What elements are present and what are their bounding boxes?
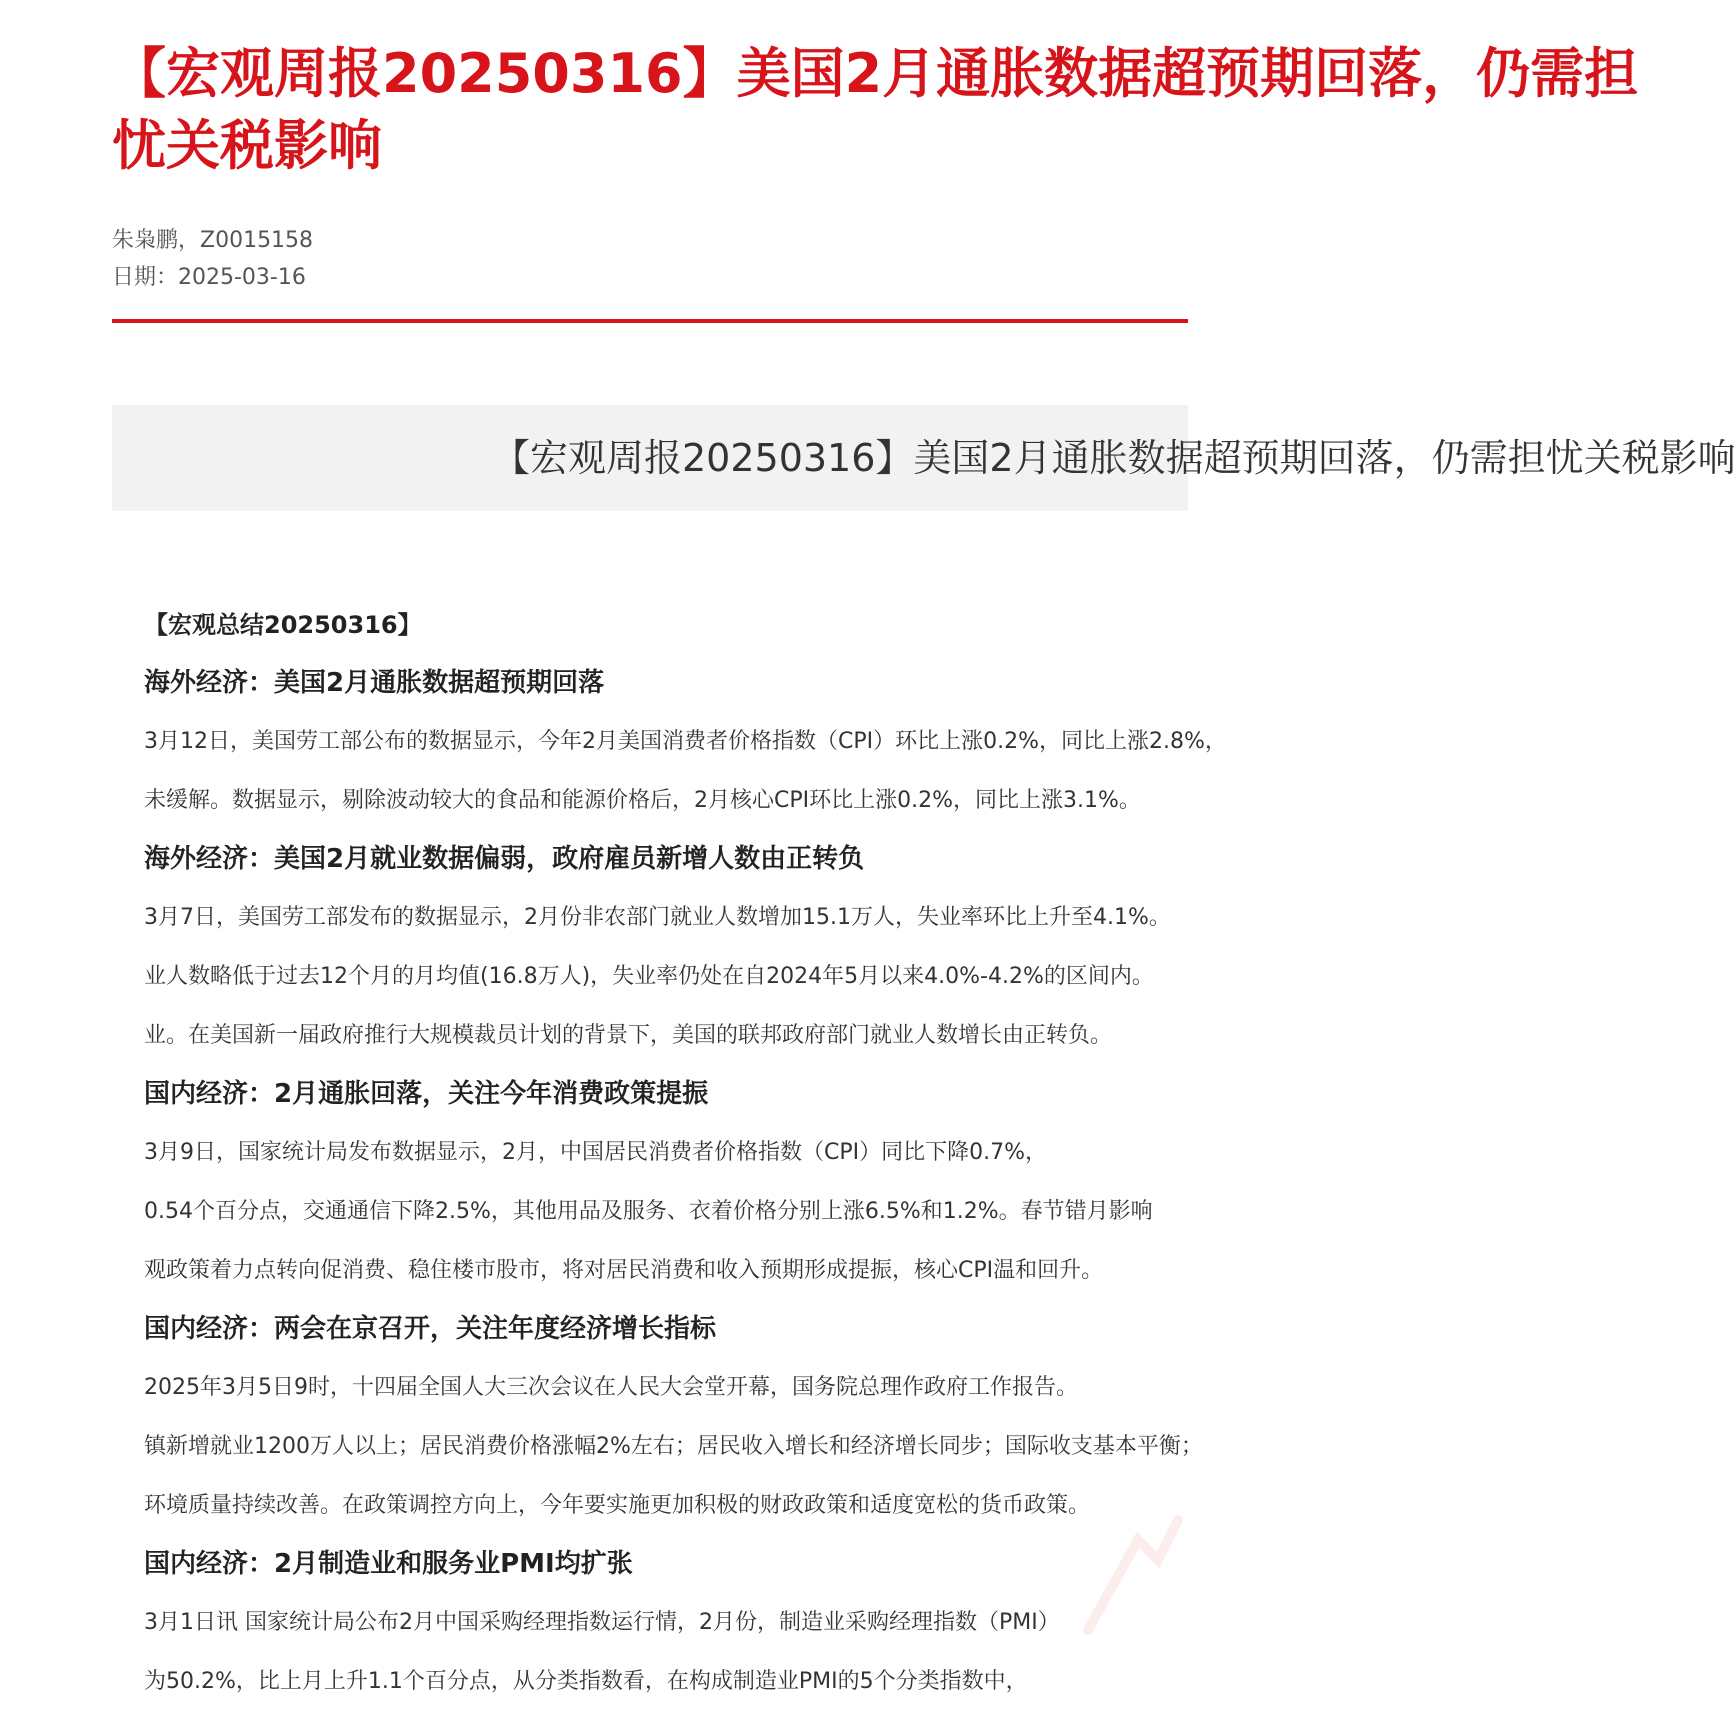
paragraph-line: 0.54个百分点，交通通信下降2.5%，其他用品及服务、衣着价格分别上涨6.5%和1.2%。春节错月影响 (144, 1199, 1153, 1224)
paragraph-line: 3月12日，美国劳工部公布的数据显示，今年2月美国消费者价格指数（CPI）环比上涨0.2%，同比上涨2.8%， (144, 729, 1227, 754)
watermark-icon (1068, 1500, 1188, 1640)
section-heading: 国内经济：两会在京召开，关注年度经济增长指标 (144, 1314, 717, 1344)
paragraph-line: 为50.2%，比上月上升1.1个百分点，从分类指数看，在构成制造业PMI的5个分类指数中， (144, 1669, 1028, 1694)
paragraph-line: 3月9日，国家统计局发布数据显示，2月，中国居民消费者价格指数（CPI）同比下降0.7%， (144, 1140, 1048, 1165)
section-heading: 海外经济：美国2月通胀数据超预期回落 (144, 668, 605, 698)
paragraph-line: 3月7日，美国劳工部发布的数据显示，2月份非农部门就业人数增加15.1万人，失业率环比上升至4.1%。 (144, 905, 1171, 930)
section-two-sessions (144, 1300, 1203, 1535)
section-heading: 海外经济：美国2月就业数据偏弱，政府雇员新增人数由正转负 (144, 844, 865, 874)
article-meta (112, 222, 313, 296)
author-line: 朱枭鹏，Z0015158 (112, 228, 314, 253)
section-heading: 国内经济：2月制造业和服务业PMI均扩张 (144, 1549, 633, 1579)
paragraph-line: 镇新增就业1200万人以上；居民消费价格涨幅2%左右；居民收入增长和经济增长同步；国际收支基本平衡； (144, 1434, 1203, 1459)
summary-title: 【宏观总结20250316】 (144, 611, 422, 639)
section-heading: 国内经济：2月通胀回落，关注今年消费政策提振 (144, 1079, 709, 1109)
section-domestic-inflation (144, 1065, 1188, 1300)
section-overseas-employment (144, 830, 1188, 1065)
section-overseas-inflation (144, 654, 1227, 830)
article-body (144, 600, 1227, 1711)
paragraph-line: 观政策着力点转向促消费、稳住楼市股市，将对居民消费和收入预期形成提振，核心CPI温和回升。 (144, 1258, 1104, 1283)
paragraph-line: 环境质量持续改善。在政策调控方向上，今年要实施更加积极的财政政策和适度宽松的货币政策。 (144, 1493, 1091, 1518)
paragraph-line: 未缓解。数据显示，剔除波动较大的食品和能源价格后，2月核心CPI环比上涨0.2%，同比上涨3.1%。 (144, 788, 1141, 813)
date-line: 日期：2025-03-16 (112, 265, 306, 290)
page-title-line-1: 【宏观周报20250316】美国2月通胀数据超预期回落，仍需担 (112, 42, 1639, 105)
section-pmi (144, 1535, 1188, 1711)
banner-title: 【宏观周报20250316】美国2月通胀数据超预期回落，仍需担忧关税影响 (492, 436, 1736, 480)
paragraph-line: 业。在美国新一届政府推行大规模裁员计划的背景下，美国的联邦政府部门就业人数增长由正转负。 (144, 1023, 1113, 1048)
page-title-line-2: 忧关税影响 (112, 114, 382, 177)
paragraph-line: 2025年3月5日9时，十四届全国人大三次会议在人民大会堂开幕，国务院总理作政府工作报告。 (144, 1375, 1078, 1400)
article-banner (112, 405, 1736, 511)
paragraph-line: 3月1日讯 国家统计局公布2月中国采购经理指数运行情，2月份，制造业采购经理指数（PMI） (144, 1610, 1060, 1635)
paragraph-line: 业人数略低于过去12个月的月均值(16.8万人)，失业率仍处在自2024年5月以来4.0%-4.2%的区间内。 (144, 964, 1154, 989)
page-title (112, 38, 1639, 182)
title-divider (112, 319, 1188, 323)
